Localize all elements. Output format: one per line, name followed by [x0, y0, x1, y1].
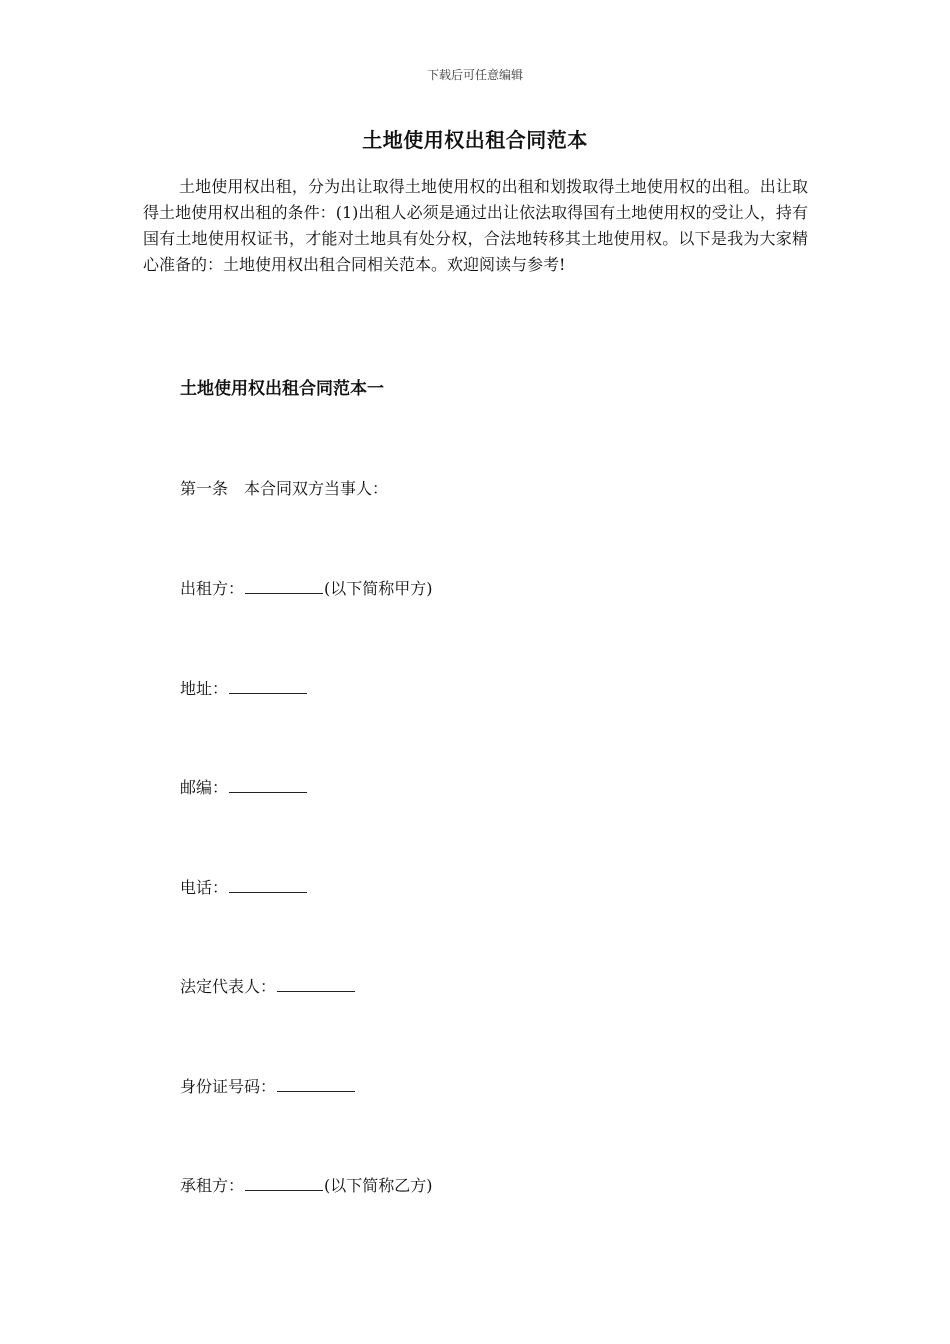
postcode-label: 邮编： — [180, 778, 229, 797]
legal-rep-label: 法定代表人： — [180, 977, 277, 996]
section-heading: 土地使用权出租合同范本一 — [180, 379, 384, 399]
lessor-suffix: (以下简称甲方) — [324, 579, 433, 598]
legal-rep-line — [180, 974, 356, 997]
lessor-blank — [245, 592, 323, 594]
address-label: 地址： — [180, 679, 229, 698]
article-1-line: 第一条 本合同双方当事人： — [180, 479, 389, 498]
phone-line — [180, 875, 308, 898]
page-header-note: 下载后可任意编辑 — [426, 68, 523, 82]
id-number-line — [180, 1074, 356, 1097]
id-number-blank — [277, 1090, 355, 1092]
postcode-line — [180, 775, 308, 798]
intro-paragraph: 土地使用权出租，分为出让取得土地使用权的出租和划拨取得土地使用权的出租。出让取得土地使用权出租的条件：(1)出租人必须是通过出让依法取得国有土地使用权的受让人，持有国有土地使用权证书，才能对土地具有处分权，合法地转移其土地使用权。以下是我为大家精心准备的：土地使用权出租合同相关范本。欢迎阅读与参考! — [143, 177, 808, 274]
lessor-line — [180, 576, 433, 599]
legal-rep-blank — [277, 990, 355, 992]
lessee-suffix: (以下简称乙方) — [324, 1176, 433, 1195]
document-title: 土地使用权出租合同范本 — [362, 128, 588, 152]
phone-blank — [229, 891, 307, 893]
phone-label: 电话： — [180, 878, 229, 897]
lessee-blank — [245, 1189, 323, 1191]
lessee-line — [180, 1173, 433, 1196]
lessor-label: 出租方： — [180, 579, 245, 598]
postcode-blank — [229, 791, 307, 793]
id-number-label: 身份证号码： — [180, 1077, 277, 1096]
address-line — [180, 676, 308, 699]
lessee-label: 承租方： — [180, 1176, 245, 1195]
address-blank — [229, 692, 307, 694]
